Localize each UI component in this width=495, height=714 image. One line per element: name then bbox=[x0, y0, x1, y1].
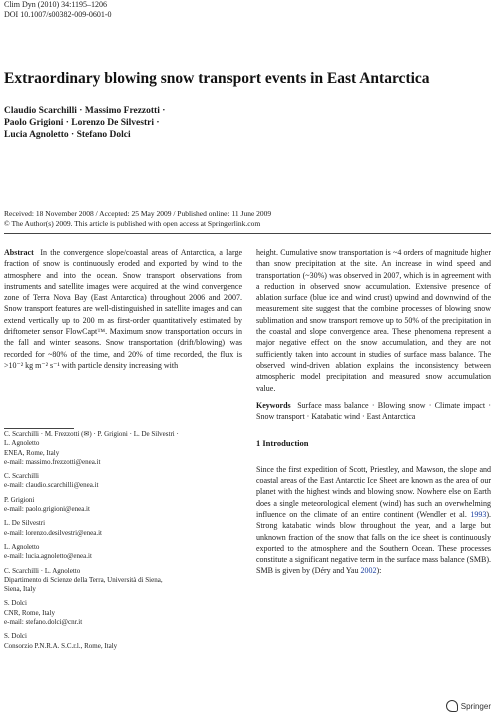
affiliation-line: C. Scarchilli · L. Agnoletto bbox=[4, 566, 81, 575]
footnote-divider bbox=[4, 428, 74, 429]
affiliation-block bbox=[4, 496, 242, 515]
affiliation-line: ENEA, Rome, Italy bbox=[4, 448, 60, 457]
affiliation-line: L. Agnoletto bbox=[4, 542, 40, 551]
affiliation-line: Dipartimento di Scienze della Terra, Università di Siena, bbox=[4, 575, 163, 584]
affiliation-line: Consorzio P.N.R.A. S.C.r.l., Rome, Italy bbox=[4, 641, 118, 650]
divider bbox=[4, 233, 491, 234]
affiliation-block bbox=[4, 599, 242, 627]
affiliation-block bbox=[4, 472, 242, 491]
affiliation-block bbox=[4, 430, 242, 467]
abstract-text: In the convergence slope/coastal areas of Antarctica, a large fraction of snow is continuously eroded and exported by wind to the atmosphere and into the ocean. Snow transport observations from instruments and satellite images were acquired at the wind convergence zone of Terra Nova Bay (East Antarctica) throughout 2006 and 2007. Snow transport features are well-distinguished in satellite images and can extend vertically up to 200 m as first-order quantitatively estimated by driftometer sensor FlowCapt™. Maximum snow transportation occurs in the fall and winter seasons. Snow transportation (drift/blowing) was recorded for ~80% of the time, and 20% of time recorded, the flux is >10⁻² kg m⁻² s⁻¹ with particle density increasing with bbox=[4, 248, 243, 370]
abstract-left-column bbox=[4, 247, 242, 371]
affiliation-line: S. Dolci bbox=[4, 599, 27, 608]
publisher-logo bbox=[446, 700, 491, 712]
springer-horse-icon bbox=[446, 700, 458, 712]
affiliation-line: S. Dolci bbox=[4, 632, 27, 641]
email-link[interactable]: e-mail: massimo.frezzotti@enea.it bbox=[4, 457, 101, 466]
affiliation-line: CNR, Rome, Italy bbox=[4, 608, 55, 617]
journal-header bbox=[4, 0, 112, 20]
email-link[interactable]: e-mail: paolo.grigioni@enea.it bbox=[4, 505, 90, 514]
introduction-text: Since the first expedition of Scott, Priestley, and Mawson, the slope and coastal areas of the East Antarctic Ice Sheet are known as the area of our planet with the highest winds and blowing snow. Nowhere else on Earth does a single meteorological element (wind) has such an overwhelming influence on the climate of an entire continent (Wendler et al. 1993). Strong katabatic winds blow throughout the year, and a large but unknown fraction of the snow that falls on the ice sheet is continuously exported to the atmosphere and the Southern Ocean. These processes constitute a significant negative term in the surface mass balance (SMB). SMB is given by (Déry and Yau 2002): bbox=[256, 464, 491, 576]
affiliation-block bbox=[4, 567, 242, 595]
section-heading: 1 Introduction bbox=[256, 438, 309, 449]
paper-title: Extraordinary blowing snow transport events in East Antarctica bbox=[4, 70, 430, 87]
received-dates: Received: 18 November 2008 / Accepted: 25 May 2009 / Published online: 11 June 2009 bbox=[4, 209, 272, 218]
keywords-text: Surface mass balance · Blowing snow · Climate impact · Snow transport · Katabatic wind · East Antarctica bbox=[256, 400, 491, 422]
email-link[interactable]: e-mail: lorenzo.desilvestri@enea.it bbox=[4, 528, 102, 537]
affiliations bbox=[4, 430, 242, 656]
author-list bbox=[4, 105, 254, 141]
email-link[interactable]: e-mail: claudio.scarchilli@enea.it bbox=[4, 481, 99, 490]
doi: DOI 10.1007/s00382-009-0601-0 bbox=[4, 10, 112, 19]
affiliation-block bbox=[4, 632, 242, 651]
abstract-label: Abstract bbox=[4, 248, 34, 257]
email-link[interactable]: e-mail: lucia.agnoletto@enea.it bbox=[4, 552, 92, 561]
keywords-label: Keywords bbox=[256, 400, 291, 410]
email-link[interactable]: e-mail: stefano.dolci@cnr.it bbox=[4, 618, 83, 627]
right-column bbox=[256, 247, 491, 577]
affiliation-line: L. Agnoletto bbox=[4, 439, 40, 448]
springer-wordmark: Springer bbox=[460, 701, 491, 711]
author-line: Claudio Scarchilli · Massimo Frezzotti · bbox=[4, 106, 166, 116]
author-line: Lucia Agnoletto · Stefano Dolci bbox=[4, 130, 131, 140]
abstract-continued: height. Cumulative snow transportation is ~4 orders of magnitude higher than snow precipitation at the site. An increase in wind speed and transportation (~30%) was observed in 2007, which is in agreement with a reduction in observed snow accumulation. Extensive presence of ablation surface (blue ice and wind crust) upwind and downwind of the measurement site suggest that the combine processes of blowing snow sublimation and snow transport remove up to 50% of the precipitation in the coastal and slope convergence area. These phenomena represent a major negative effect on the snow accumulation, and they are not sufficiently taken into account in studies of surface mass balance. The observed wind-driven ablation explains the inconsistency between atmospheric model precipitation and measured snow accumulation value. bbox=[256, 248, 491, 393]
citation-link[interactable]: 2002 bbox=[360, 566, 377, 576]
article-history bbox=[4, 209, 491, 229]
author-line: Paolo Grigioni · Lorenzo De Silvestri · bbox=[4, 118, 160, 128]
affiliation-block bbox=[4, 543, 242, 562]
copyright-notice: © The Author(s) 2009. This article is published with open access at Springerlink.com bbox=[4, 219, 261, 228]
citation-link[interactable]: 1993 bbox=[470, 509, 487, 519]
affiliation-line: L. De Silvestri bbox=[4, 519, 46, 528]
journal-citation: Clim Dyn (2010) 34:1195–1206 bbox=[4, 0, 108, 9]
affiliation-block bbox=[4, 519, 242, 538]
affiliation-line: P. Grigioni bbox=[4, 495, 35, 504]
affiliation-line: C. Scarchilli bbox=[4, 472, 39, 481]
affiliation-line: Siena, Italy bbox=[4, 585, 36, 594]
affiliation-line: C. Scarchilli · M. Frezzotti (✉) · P. Grigioni · L. De Silvestri · bbox=[4, 430, 179, 438]
